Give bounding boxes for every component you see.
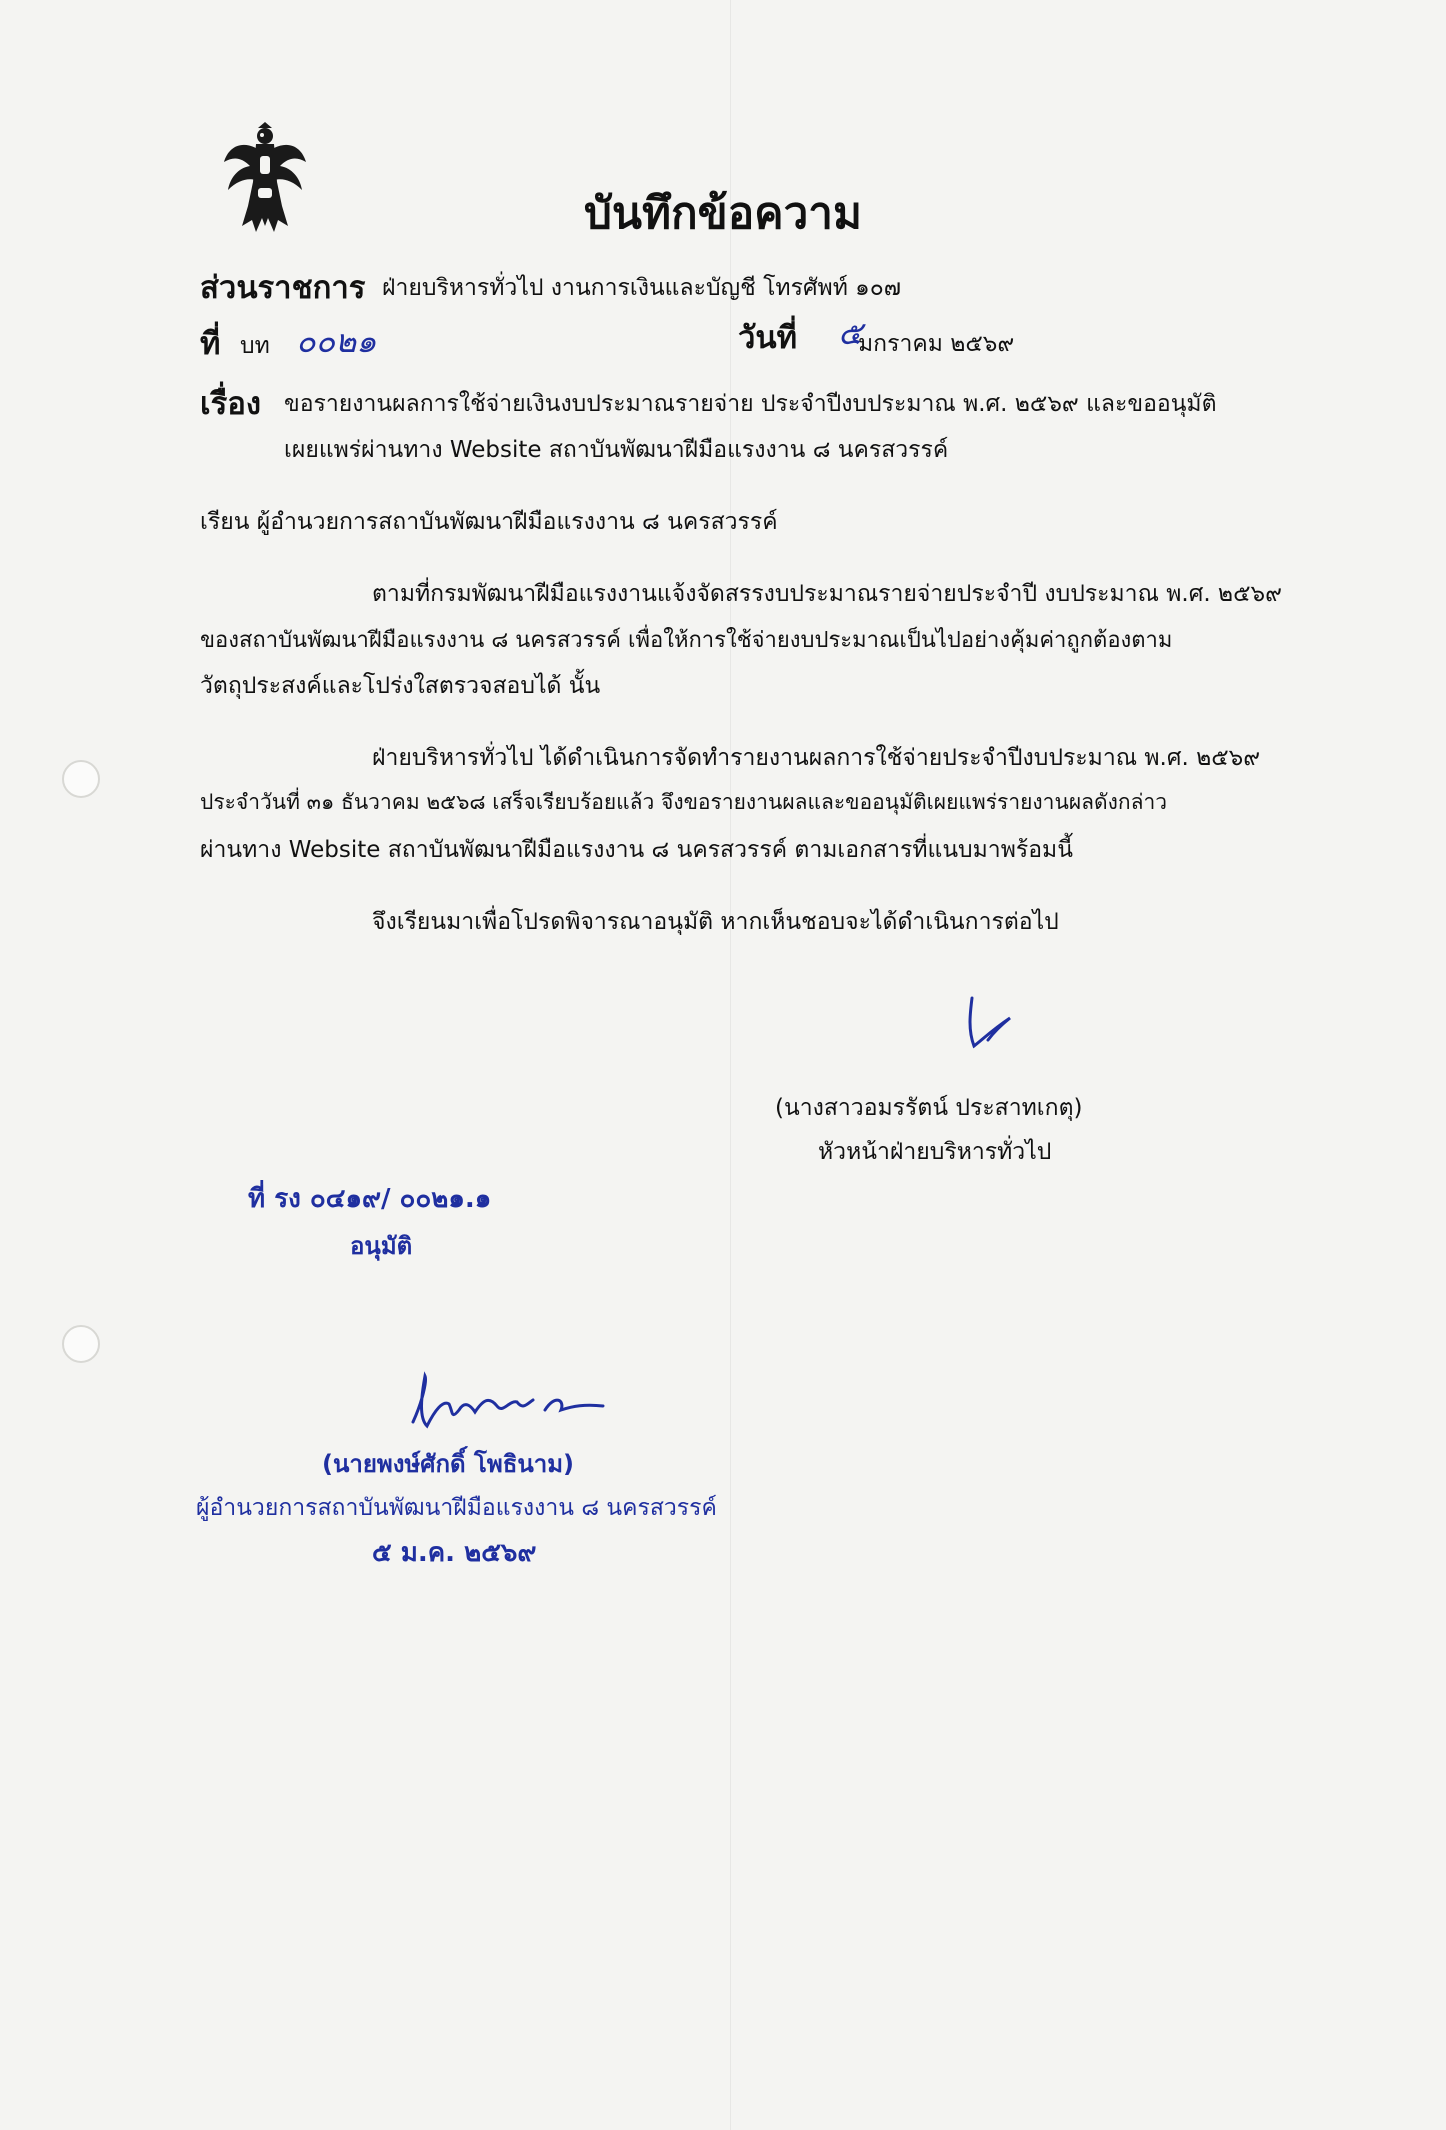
addressee: เรียน ผู้อำนวยการสถาบันพัฒนาฝีมือแรงงาน ๘ นครสวรรค์ — [200, 509, 778, 535]
p2-line-3: ผ่านทาง Website สถาบันพัฒนาฝีมือแรงงาน ๘ นครสวรรค์ ตามเอกสารที่แนบมาพร้อมนี้ — [200, 837, 1073, 863]
director-name: (นายพงษ์ศักดิ์ โพธินาม) — [322, 1450, 575, 1478]
p2-line-2: ประจำวันที่ ๓๑ ธันวาคม ๒๕๖๘ เสร็จเรียบร้อยแล้ว จึงขอรายงานผลและขออนุมัติเผยแพร่รายงานผลดังกล่าว — [200, 790, 1168, 814]
punch-hole-top — [62, 760, 100, 798]
subject-label: เรื่อง — [200, 386, 262, 422]
approval-word: อนุมัติ — [350, 1232, 413, 1260]
p3-line: จึงเรียนมาเพื่อโปรดพิจารณาอนุมัติ หากเห็นชอบจะได้ดำเนินการต่อไป — [372, 909, 1059, 935]
date-rest: มกราคม ๒๕๖๙ — [858, 331, 1015, 357]
date-label: วันที่ — [738, 320, 798, 356]
division-value: ฝ่ายบริหารทั่วไป งานการเงินและบัญชี โทรศัพท์ ๑๐๗ — [382, 275, 902, 301]
director-signature — [405, 1370, 615, 1440]
ref-label: ที่ — [200, 326, 221, 362]
approval-stamp-ref: ที่ รง ๐๔๑๙/ ๐๐๒๑.๑ — [248, 1184, 492, 1214]
subject-line-2: เผยแพร่ผ่านทาง Website สถาบันพัฒนาฝีมือแรงงาน ๘ นครสวรรค์ — [284, 437, 949, 463]
p1-line-3: วัตถุประสงค์และโปร่งใสตรวจสอบได้ นั้น — [200, 673, 601, 699]
fold-line — [730, 0, 731, 2130]
subject-line-1: ขอรายงานผลการใช้จ่ายเงินงบประมาณรายจ่าย ประจำปีงบประมาณ พ.ศ. ๒๕๖๙ และขออนุมัติ — [284, 391, 1217, 417]
division-label: ส่วนราชการ — [200, 270, 366, 306]
signer-signature — [960, 990, 1030, 1060]
p1-line-2: ของสถาบันพัฒนาฝีมือแรงงาน ๘ นครสวรรค์ เพื่อให้การใช้จ่ายงบประมาณเป็นไปอย่างคุ้มค่าถูกต้องตาม — [200, 628, 1173, 653]
ref-number: ๐๐๒๑ — [296, 322, 377, 360]
signer-position: หัวหน้าฝ่ายบริหารทั่วไป — [818, 1139, 1052, 1165]
p2-line-1: ฝ่ายบริหารทั่วไป ได้ดำเนินการจัดทำรายงานผลการใช้จ่ายประจำปีงบประมาณ พ.ศ. ๒๕๖๙ — [372, 745, 1261, 771]
memo-title: บันทึกข้อความ — [583, 188, 862, 239]
signer-name: (นางสาวอมรรัตน์ ประสาทเกตุ) — [775, 1095, 1083, 1121]
ref-prefix: บท — [240, 333, 270, 359]
director-position: ผู้อำนวยการสถาบันพัฒนาฝีมือแรงงาน ๘ นครสวรรค์ — [196, 1495, 717, 1521]
approval-date: ๕ ม.ค. ๒๕๖๙ — [372, 1538, 537, 1568]
date-day: ๕ — [838, 314, 863, 352]
punch-hole-bottom — [62, 1325, 100, 1363]
p1-line-1: ตามที่กรมพัฒนาฝีมือแรงงานแจ้งจัดสรรงบประมาณรายจ่ายประจำปี งบประมาณ พ.ศ. ๒๕๖๙ — [372, 581, 1282, 607]
